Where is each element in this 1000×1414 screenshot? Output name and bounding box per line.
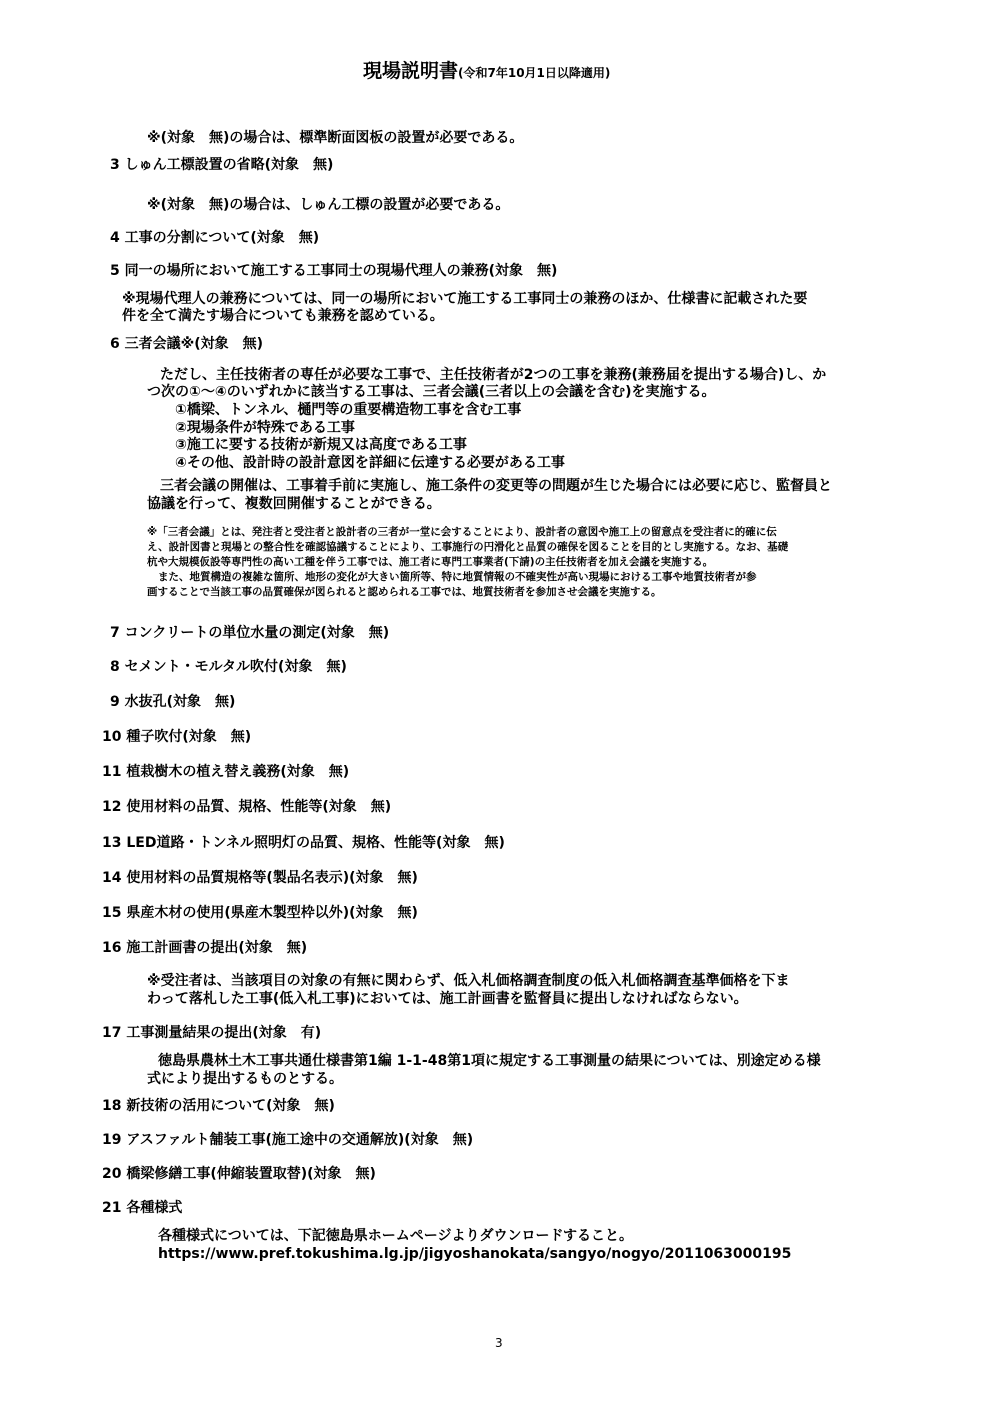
section-heading: 8 セメント・モルタル吹付(対象 無)	[110, 659, 347, 675]
section-heading: 11 植栽樹木の植え替え義務(対象 無)	[102, 764, 350, 780]
section-heading: 12 使用材料の品質、規格、性能等(対象 無)	[102, 799, 392, 815]
section-heading: 7 コンクリートの単位水量の測定(対象 無)	[110, 625, 390, 641]
section-heading: 9 水抜孔(対象 無)	[110, 694, 236, 710]
page-title	[363, 60, 611, 82]
section-heading: 15 県産木材の使用(県産木製型枠以外)(対象 無)	[102, 905, 418, 921]
section-heading: 16 施工計画書の提出(対象 無)	[102, 940, 308, 956]
footnote-line: え、設計図書と現場との整合性を確認協議することにより、工事施行の円滑化と品質の確保を図ることを目的とし実施する。なお、基礎	[147, 541, 789, 553]
body-line: 協議を行って、複数回開催することができる。	[147, 496, 441, 512]
section-heading: 17 工事測量結果の提出(対象 有)	[102, 1025, 322, 1041]
section-heading: 10 種子吹付(対象 無)	[102, 729, 252, 745]
section-heading: 19 アスファルト舗装工事(施工途中の交通解放)(対象 無)	[102, 1132, 474, 1148]
title-main: 現場説明書	[363, 60, 459, 82]
list-item: ②現場条件が特殊である工事	[175, 420, 355, 436]
body-line: 徳島県農林土木工事共通仕様書第1編 1-1-48第1項に規定する工事測量の結果については、別途定める様	[158, 1053, 821, 1069]
list-item: ③施工に要する技術が新規又は高度である工事	[175, 437, 467, 453]
note-line: わって落札した工事(低入札工事)においては、施工計画書を監督員に提出しなければならない。	[147, 991, 748, 1007]
note-line: ※(対象 無)の場合は、しゅん工標の設置が必要である。	[147, 197, 510, 213]
section-heading: 6 三者会議※(対象 無)	[110, 336, 264, 352]
section-heading: 21 各種様式	[102, 1200, 183, 1216]
page-number: 3	[495, 1336, 503, 1350]
title-subtitle: (令和7年10月1日以降適用)	[458, 66, 611, 80]
body-line: ただし、主任技術者の専任が必要な工事で、主任技術者が2つの工事を兼務(兼務届を提出する場合)し、か	[160, 367, 827, 383]
body-line: 各種様式については、下記徳島県ホームページよりダウンロードすること。	[158, 1228, 634, 1244]
section-heading: 18 新技術の活用について(対象 無)	[102, 1098, 335, 1114]
section-heading: 20 橋梁修繕工事(伸縮装置取替)(対象 無)	[102, 1166, 376, 1182]
footnote-line: 画することで当該工事の品質確保が図られると認められる工事では、地質技術者を参加させ会議を実施する。	[147, 586, 662, 598]
section-heading: 5 同一の場所において施工する工事同士の現場代理人の兼務(対象 無)	[110, 263, 558, 279]
footnote-line: また、地質構造の複雑な箇所、地形の変化が大きい箇所等、特に地質情報の不確実性が高い現場における工事や地質技術者が参	[158, 571, 757, 583]
note-line: ※現場代理人の兼務については、同一の場所において施工する工事同士の兼務のほか、仕様書に記載された要	[122, 291, 808, 307]
body-line: 式により提出するものとする。	[147, 1071, 343, 1087]
section-heading: 13 LED道路・トンネル照明灯の品質、規格、性能等(対象 無)	[102, 835, 505, 851]
section-heading: 4 工事の分割について(対象 無)	[110, 230, 320, 246]
list-item: ①橋梁、トンネル、樋門等の重要構造物工事を含む工事	[175, 402, 522, 418]
note-line: ※受注者は、当該項目の対象の有無に関わらず、低入札価格調査制度の低入札価格調査基準価格を下ま	[147, 973, 790, 989]
section-heading: 14 使用材料の品質規格等(製品名表示)(対象 無)	[102, 870, 418, 886]
footnote-line: ※「三者会議」とは、発注者と受注者と設計者の三者が一堂に会することにより、設計者の意図や施工上の留意点を受注者に的確に伝	[147, 526, 777, 538]
section-heading: 3 しゅん工標設置の省略(対象 無)	[110, 157, 334, 173]
body-line: つ次の①～④のいずれかに該当する工事は、三者会議(三者以上の会議を含む)を実施する。	[147, 384, 716, 400]
list-item: ④その他、設計時の設計意図を詳細に伝達する必要がある工事	[175, 455, 565, 471]
url-link[interactable]: https://www.pref.tokushima.lg.jp/jigyoshanokata/sangyo/nogyo/2011063000195	[158, 1246, 792, 1262]
note-line: ※(対象 無)の場合は、標準断面図板の設置が必要である。	[147, 130, 524, 146]
body-line: 三者会議の開催は、工事着手前に実施し、施工条件の変更等の問題が生じた場合には必要に応じ、監督員と	[160, 478, 832, 494]
footnote-line: 杭や大規模仮設等専門性の高い工種を伴う工事では、施工者に専門工事業者(下請)の主任技術者を加え会議を実施する。	[147, 556, 714, 568]
note-line: 件を全て満たす場合についても兼務を認めている。	[122, 308, 444, 324]
